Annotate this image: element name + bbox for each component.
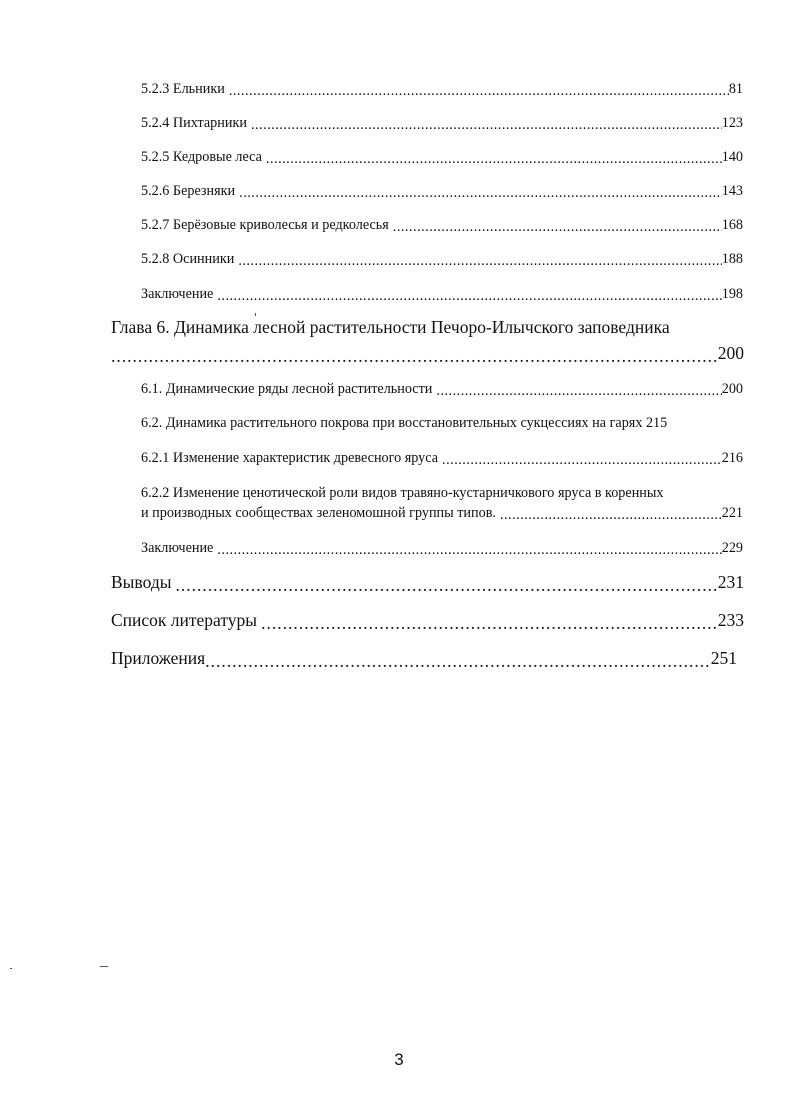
toc-dot-leader xyxy=(205,653,711,671)
toc-entry-5-2-8 xyxy=(141,252,743,266)
toc-entry-page: 168 xyxy=(721,217,743,233)
toc-entry-conclusions xyxy=(111,574,744,592)
toc-entry-title: Выводы xyxy=(111,572,172,592)
toc-entry-5-2-5 xyxy=(141,150,743,164)
toc-entry-page: 140 xyxy=(721,149,743,165)
toc-entry-conclusion-ch6 xyxy=(141,541,743,555)
toc-entry-page: 143 xyxy=(721,183,743,199)
scan-speck xyxy=(10,968,12,969)
toc-dot-leader xyxy=(393,220,722,234)
toc-dot-leader xyxy=(238,254,721,268)
toc-entry-6-2-2-line2 xyxy=(141,506,743,520)
toc-entry-page: 251 xyxy=(710,648,737,668)
toc-entry-page: 221 xyxy=(721,505,743,521)
toc-dot-leader xyxy=(111,348,718,366)
toc-entry-title: 5.2.6 Березняки xyxy=(141,183,236,199)
toc-entry-page: 229 xyxy=(721,540,743,556)
toc-entry-title: 6.1. Динамические ряды лесной растительности xyxy=(141,381,433,397)
toc-entry-literature xyxy=(111,612,744,630)
toc-dot-leader xyxy=(442,453,722,467)
toc-entry-page: 231 xyxy=(717,572,744,592)
toc-dot-leader xyxy=(229,84,729,98)
toc-entry-page: 81 xyxy=(728,81,743,97)
toc-entry-title: Заключение xyxy=(141,286,214,302)
scan-speck xyxy=(255,313,256,316)
toc-dot-leader xyxy=(436,384,721,398)
toc-entry-6-2-1 xyxy=(141,451,743,465)
toc-entry-page: 123 xyxy=(721,115,743,131)
toc-dot-leader xyxy=(239,186,722,200)
toc-entry-5-2-3 xyxy=(141,82,743,96)
toc-entry-title: и производных сообществах зеленомошной группы типов. xyxy=(141,505,496,521)
toc-entry-title: 5.2.3 Ельники xyxy=(141,81,225,97)
toc-entry-5-2-6 xyxy=(141,184,743,198)
toc-entry-page: 188 xyxy=(721,251,743,267)
toc-entry-title: 6.2.1 Изменение характеристик древесного яруса xyxy=(141,450,439,466)
toc-entry-page: 216 xyxy=(721,450,743,466)
toc-entry-6-1 xyxy=(141,382,743,396)
toc-entry-5-2-7 xyxy=(141,218,743,232)
toc-chapter-6-title: Глава 6. Динамика лесной растительности Печоро-Илычского заповедника xyxy=(111,317,670,337)
toc-entry-title: Список литературы xyxy=(111,610,258,630)
toc-entry-6-2: 6.2. Динамика растительного покрова при восстановительных сукцессиях на гарях 215 xyxy=(141,415,668,431)
toc-entry-page: 198 xyxy=(721,286,743,302)
toc-dot-leader xyxy=(261,615,718,633)
toc-entry-title: 5.2.8 Осинники xyxy=(141,251,235,267)
toc-dot-leader xyxy=(266,152,722,166)
toc-entry-page: 200 xyxy=(717,343,744,363)
page-number: 3 xyxy=(394,1050,404,1069)
toc-entry-title: Приложения xyxy=(111,648,206,668)
toc-entry-6-2-2-line1: 6.2.2 Изменение ценотической роли видов травяно-кустарничкового яруса в коренных xyxy=(141,485,664,501)
toc-entry-5-2-4 xyxy=(141,116,743,130)
toc-entry-page: 200 xyxy=(721,381,743,397)
toc-entry-title: 5.2.5 Кедровые леса xyxy=(141,149,262,165)
toc-entry-title: 5.2.4 Пихтарники xyxy=(141,115,247,131)
toc-chapter-6-leader-line xyxy=(111,345,744,363)
toc-entry-conclusion-ch5 xyxy=(141,287,743,301)
toc-entry-title: Заключение xyxy=(141,540,214,556)
toc-entry-title: 5.2.7 Берёзовые криволесья и редколесья xyxy=(141,217,389,233)
toc-entry-appendices xyxy=(111,650,737,668)
toc-dot-leader xyxy=(217,289,721,303)
toc-dot-leader xyxy=(251,118,722,132)
toc-dot-leader xyxy=(500,508,722,522)
scan-speck xyxy=(100,966,108,967)
toc-dot-leader xyxy=(175,577,717,595)
toc-entry-page: 233 xyxy=(717,610,744,630)
toc-dot-leader xyxy=(217,543,721,557)
